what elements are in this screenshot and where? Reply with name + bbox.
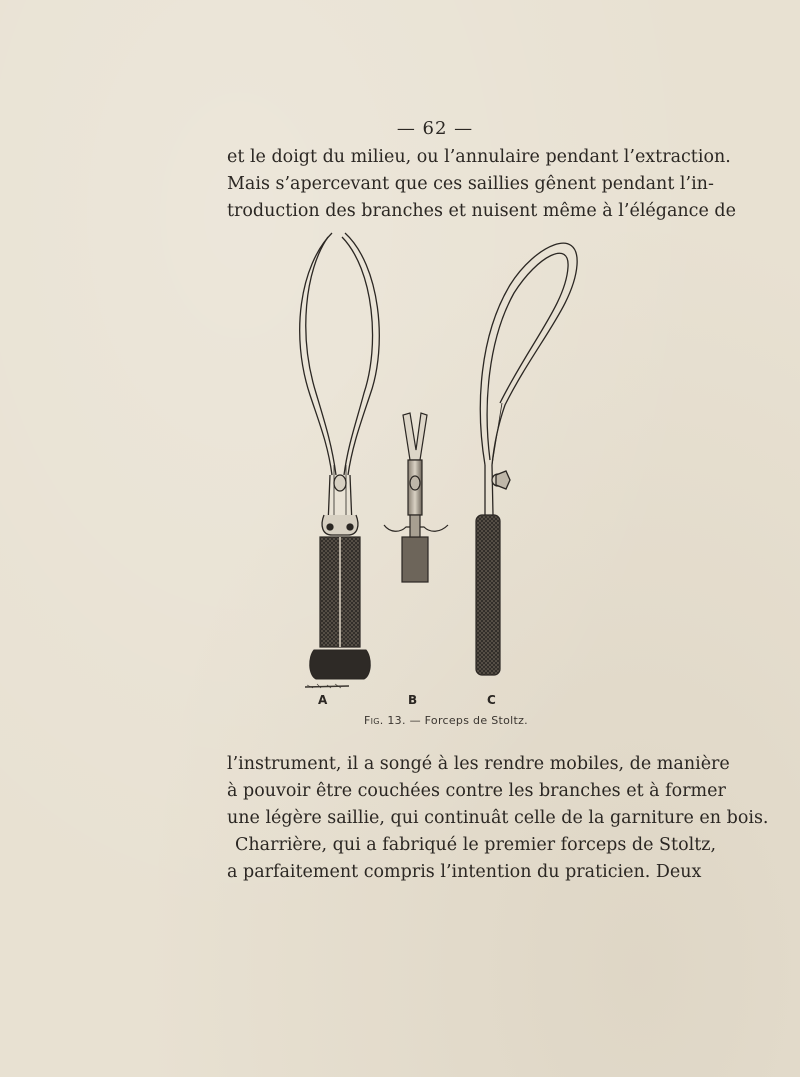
figure-caption <box>364 714 528 727</box>
text-line: a parfaitement compris l’intention du praticien. Deux <box>227 862 702 882</box>
handle-c <box>476 515 500 675</box>
handle-base-a <box>310 650 371 679</box>
text-line: troduction des branches et nuisent même à l’élégance de <box>227 201 736 221</box>
forceps-a <box>300 233 380 535</box>
text-line: Mais s’apercevant que ces saillies gênent pendant l’in- <box>227 174 714 194</box>
figure-label-b: B <box>408 693 418 707</box>
forceps-c <box>480 243 577 515</box>
paragraph-top <box>227 144 736 225</box>
figure-title: — Forceps de Stoltz. <box>409 714 528 727</box>
text-line: une légère saillie, qui continuât celle de la garniture en bois. <box>227 808 769 828</box>
figure-label-a: A <box>318 693 328 707</box>
text-line: l’instrument, il a songé à les rendre mobiles, de manière <box>227 754 730 774</box>
page-number: — 62 — <box>396 118 474 139</box>
text-line: Charrière, qui a fabriqué le premier forceps de Stoltz, <box>235 835 717 855</box>
text-line: à pouvoir être couchées contre les branches et à former <box>227 781 726 801</box>
paragraph-bottom <box>227 751 769 886</box>
forceps-illustration <box>280 225 600 700</box>
engraver-signature <box>305 683 349 689</box>
figure-label-c: C <box>487 693 496 707</box>
text-line: et le doigt du milieu, ou l’annulaire pendant l’extraction. <box>227 147 731 167</box>
figure-number: Fig. 13. <box>364 714 406 727</box>
forceps-b <box>384 413 448 582</box>
